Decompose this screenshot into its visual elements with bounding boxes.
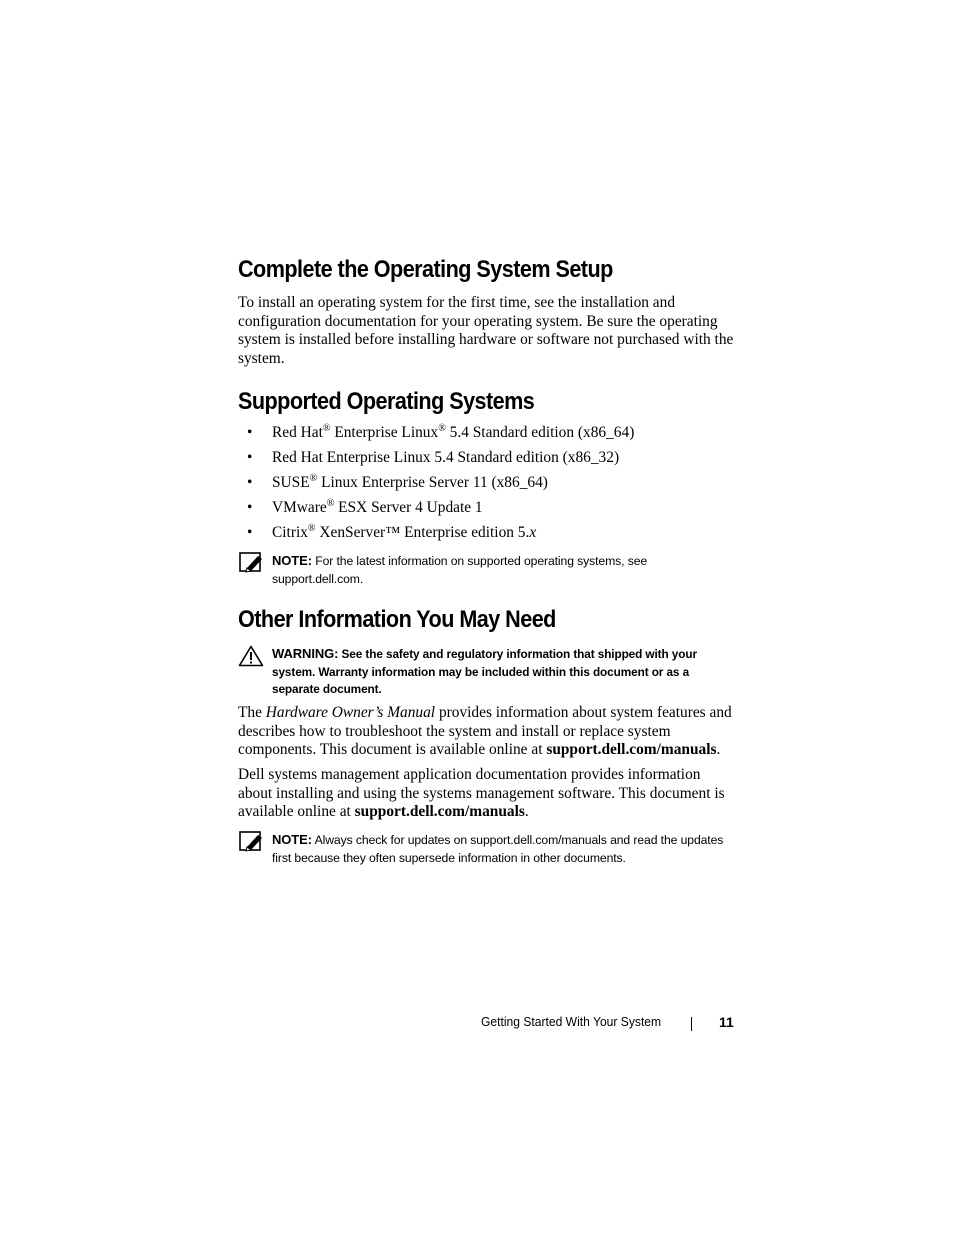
bullet: • xyxy=(247,449,253,466)
text: provides information about system features and describes how to troubleshoot the system and install or replace system components. This document is available online at xyxy=(238,704,732,759)
support-link[interactable]: support.dell.com xyxy=(272,571,360,586)
bullet: • xyxy=(247,424,253,441)
text: Dell systems management application documentation provides information about installing and using the systems management software. This document is available online at xyxy=(238,766,725,821)
footer-title: Getting Started With Your System xyxy=(481,1014,662,1029)
manual-title: Hardware Owner’s Manual xyxy=(265,704,436,721)
registered-mark: ® xyxy=(438,422,446,434)
os-edition-text: ESX Server 4 Update 1 xyxy=(334,499,483,516)
note-text: Always check for updates on xyxy=(311,833,471,847)
list-item xyxy=(238,498,738,523)
note-text: and read the updates first because they often supersede information in other documents. xyxy=(272,833,724,865)
list-item xyxy=(238,448,738,473)
page-footer xyxy=(481,1014,741,1034)
list-item xyxy=(238,523,738,548)
heading-os-setup: Complete the Operating System Setup xyxy=(238,256,613,283)
note-label: NOTE: xyxy=(272,553,312,568)
bullet: • xyxy=(247,524,253,541)
bullet: • xyxy=(247,499,253,516)
version-variable: x xyxy=(529,524,537,541)
text: . xyxy=(716,741,721,759)
warning-safety xyxy=(272,645,697,699)
manuals-link[interactable]: support.dell.com/manuals xyxy=(546,741,717,759)
os-name-text: Red Hat Enterprise Linux 5.4 Standard edition (x86_32) xyxy=(272,449,620,466)
warning-text: See the safety and regulatory information that shipped with your system. Warranty information may be included within this document or as a separate document. xyxy=(272,647,697,696)
footer-divider xyxy=(691,1017,692,1031)
registered-mark: ® xyxy=(309,472,318,484)
page-number: 11 xyxy=(719,1014,734,1030)
note-label: NOTE: xyxy=(272,832,312,847)
paragraph-systems-management xyxy=(238,766,738,822)
os-name-text: Citrix xyxy=(272,524,308,541)
list-item xyxy=(238,473,738,498)
os-edition-text: 5.4 Standard edition (x86_64) xyxy=(445,424,635,441)
paragraph-hardware-manual xyxy=(238,704,738,760)
list-item xyxy=(238,423,738,448)
paragraph-os-setup: To install an operating system for the first time, see the installation and configuration documentation for your operating system. Be sure the operating system is installed before installing hardware or software not purchased with the system. xyxy=(238,294,734,367)
registered-mark: ® xyxy=(322,422,331,434)
note-pencil-icon xyxy=(238,551,264,573)
bullet: • xyxy=(247,474,253,491)
note-text-end: . xyxy=(359,571,364,586)
manuals-link[interactable]: support.dell.com/manuals xyxy=(354,803,525,821)
note-updates xyxy=(272,831,724,867)
supported-os-list xyxy=(238,423,738,548)
warning-label: WARNING: xyxy=(272,646,339,661)
os-name-text: VMware xyxy=(272,499,327,516)
warning-triangle-icon xyxy=(238,645,264,667)
os-name-text: Red Hat xyxy=(272,424,323,441)
heading-supported-os: Supported Operating Systems xyxy=(238,388,535,415)
os-name-text: Enterprise Linux xyxy=(330,424,439,441)
registered-mark: ® xyxy=(326,497,335,509)
os-name-text: SUSE xyxy=(272,474,310,491)
note-supported-os xyxy=(272,552,652,588)
manuals-link[interactable]: support.dell.com/manuals xyxy=(470,833,607,847)
text: The xyxy=(238,704,266,721)
heading-other-info: Other Information You May Need xyxy=(238,606,556,633)
note-pencil-icon xyxy=(238,830,264,852)
os-edition-text: Linux Enterprise Server 11 (x86_64) xyxy=(317,474,548,491)
note-text: For the latest information on supported operating systems, see xyxy=(311,554,648,568)
text: . xyxy=(524,803,529,821)
os-edition-text: XenServer™ Enterprise edition 5. xyxy=(315,524,530,541)
registered-mark: ® xyxy=(307,522,316,534)
